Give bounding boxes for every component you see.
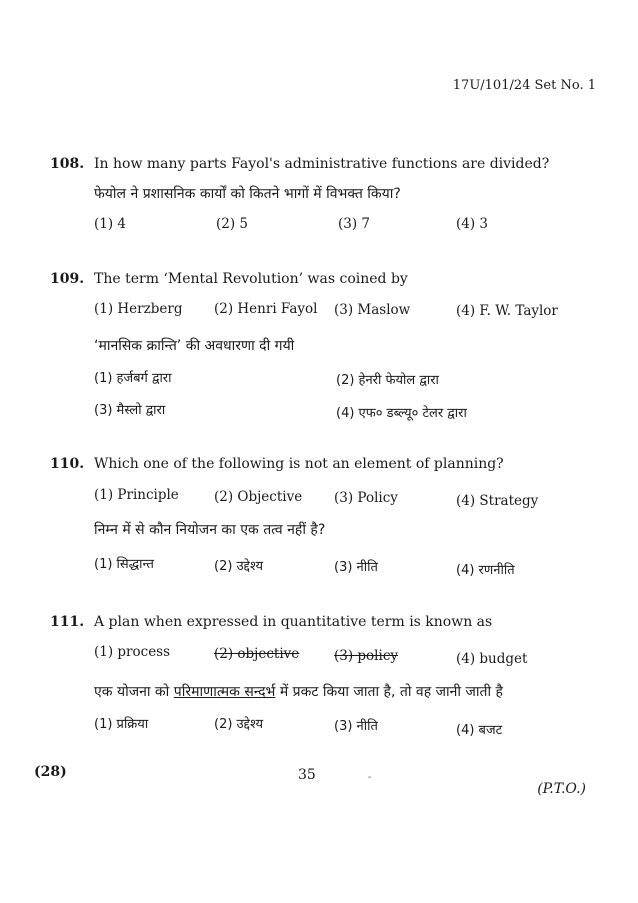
option-1: (1) 4 bbox=[94, 216, 127, 232]
option-2: (2) 5 bbox=[216, 216, 249, 232]
option-3: (3) 7 bbox=[338, 216, 371, 232]
booklet-code: (28) bbox=[34, 764, 67, 780]
hindi-part-c: में प्रकट किया जाता है, तो वह जानी जाती है bbox=[275, 684, 503, 700]
option-3-hi: (3) मैस्लो द्वारा bbox=[94, 403, 166, 418]
question-number: 108. bbox=[50, 156, 85, 172]
option-4-en: (4) Strategy bbox=[456, 493, 539, 509]
option-4-hi: (4) एफ० डब्ल्यू० टेलर द्वारा bbox=[336, 406, 467, 421]
option-2-en: (2) Henri Fayol bbox=[214, 301, 318, 317]
question-text-en: The term ‘Mental Revolution’ was coined by bbox=[94, 271, 408, 287]
question-text-hi: फेयोल ने प्रशासनिक कार्यों को कितने भागों में विभक्त किया? bbox=[94, 186, 401, 202]
option-2-hi: (2) उद्देश्य bbox=[214, 559, 264, 574]
question-text-en: Which one of the following is not an element of planning? bbox=[94, 456, 504, 472]
question-text-hi bbox=[94, 682, 503, 701]
option-4-en: (4) F. W. Taylor bbox=[456, 303, 558, 319]
option-3-hi: (3) नीति bbox=[334, 560, 378, 575]
set-code: 17U/101/24 Set No. 1 bbox=[452, 78, 596, 93]
option-2-en: (2) Objective bbox=[214, 489, 303, 505]
option-1-hi: (1) हर्जबर्ग द्वारा bbox=[94, 371, 172, 386]
option-3-hi: (3) नीति bbox=[334, 719, 378, 734]
question-text-en: A plan when expressed in quantitative term is known as bbox=[94, 614, 493, 630]
hindi-underlined-term: परिमाणात्मक सन्दर्भ bbox=[173, 684, 276, 700]
option-1-en: (1) Herzberg bbox=[94, 301, 183, 317]
option-3-en: (3) Maslow bbox=[334, 302, 411, 318]
page-number: 35 bbox=[298, 767, 316, 783]
question-text-hi: ‘मानसिक क्रान्ति’ की अवधारणा दी गयी bbox=[94, 338, 295, 354]
option-2-en: (2) objective bbox=[214, 646, 300, 662]
option-4: (4) 3 bbox=[456, 216, 489, 232]
question-number: 111. bbox=[50, 614, 85, 630]
question-text-hi: निम्न में से कौन नियोजन का एक तत्व नहीं है? bbox=[94, 522, 326, 538]
option-4-en: (4) budget bbox=[456, 651, 528, 667]
option-2-hi: (2) हेनरी फेयोल द्वारा bbox=[336, 373, 439, 388]
option-1-en: (1) Principle bbox=[94, 487, 179, 503]
option-3-en: (3) policy bbox=[334, 648, 399, 664]
question-number: 110. bbox=[50, 456, 85, 472]
option-4-hi: (4) रणनीति bbox=[456, 563, 515, 578]
stray-mark: - bbox=[368, 772, 372, 783]
option-1-hi: (1) प्रक्रिया bbox=[94, 717, 149, 732]
option-1-hi: (1) सिद्धान्त bbox=[94, 557, 154, 572]
option-4-hi: (4) बजट bbox=[456, 723, 503, 738]
pto-note: (P.T.O.) bbox=[537, 781, 586, 797]
question-number: 109. bbox=[50, 271, 85, 287]
question-text-en: In how many parts Fayol's administrative functions are divided? bbox=[94, 156, 550, 172]
option-2-hi: (2) उद्देश्य bbox=[214, 717, 264, 732]
option-3-en: (3) Policy bbox=[334, 490, 398, 506]
option-1-en: (1) process bbox=[94, 644, 171, 660]
hindi-part-a: एक योजना को bbox=[94, 684, 174, 700]
